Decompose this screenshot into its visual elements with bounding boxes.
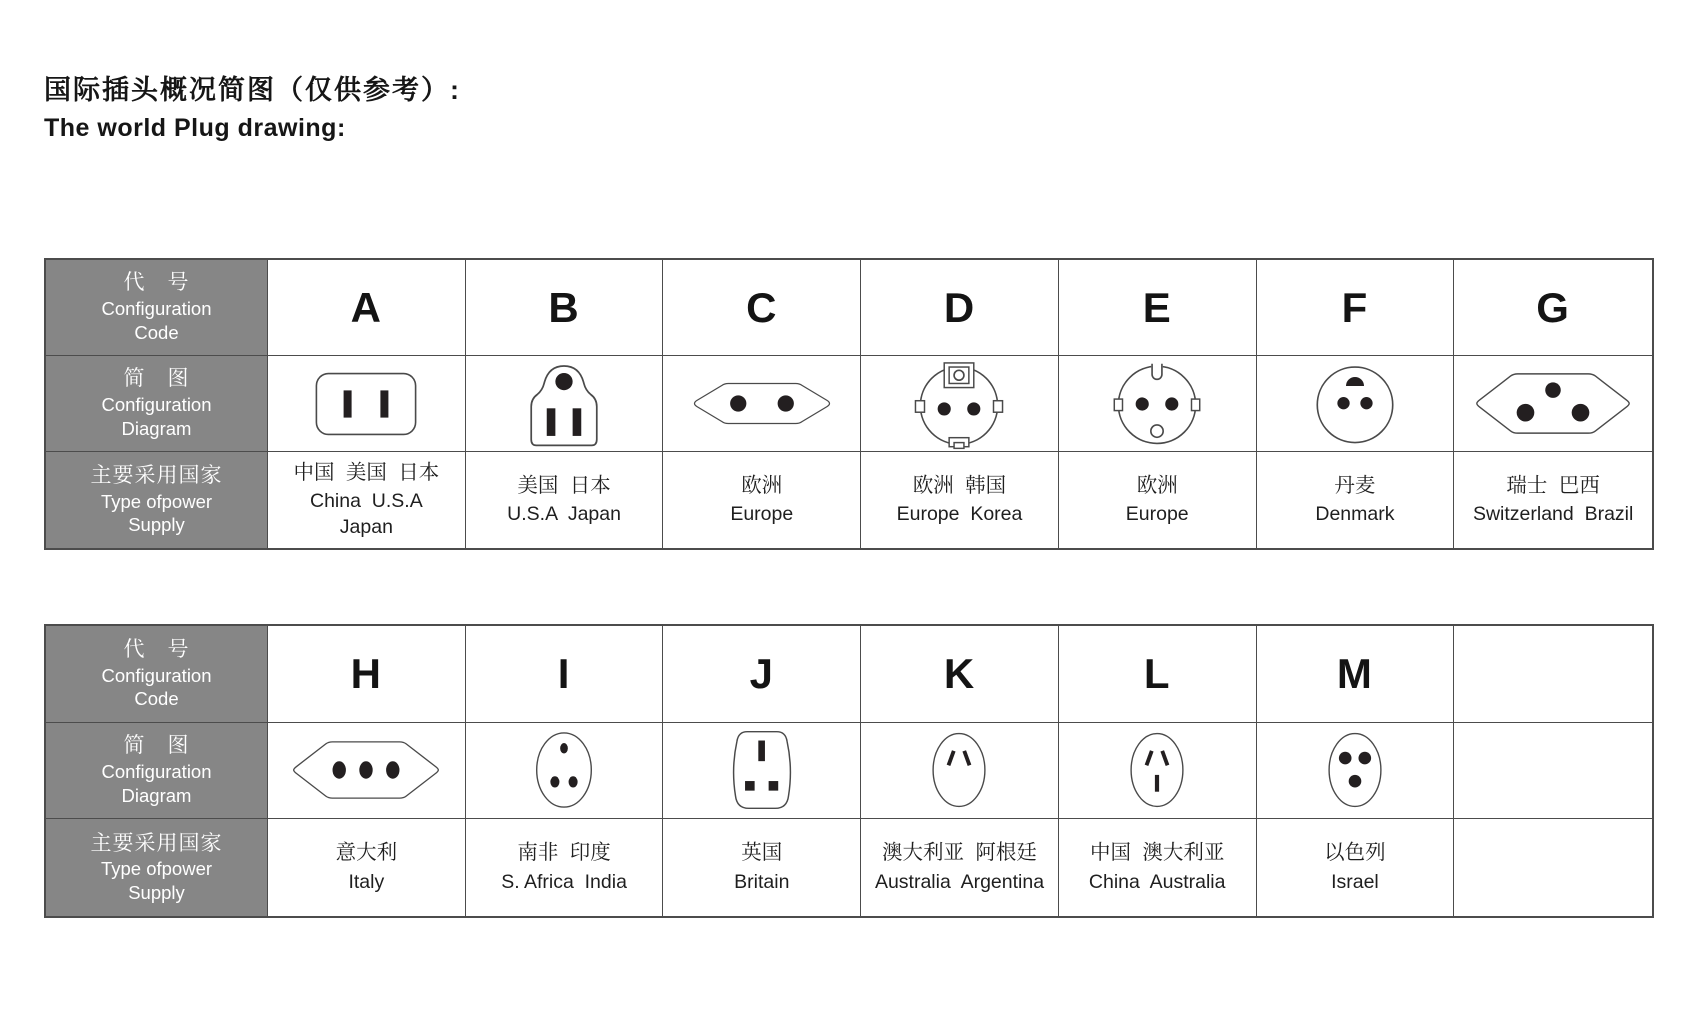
code-cell-f: F bbox=[1257, 260, 1455, 356]
diagram-cell-b bbox=[466, 356, 664, 452]
diagram-cell-h bbox=[268, 723, 466, 820]
plug-type-f-icon bbox=[1314, 363, 1396, 445]
country-cell-l: 中国 澳大利亚 China Australia bbox=[1059, 819, 1257, 916]
code-cell-h: H bbox=[268, 626, 466, 723]
plug-table-a-g bbox=[44, 258, 1654, 550]
diagram-cell-i bbox=[466, 723, 664, 820]
diagram-cell-m bbox=[1257, 723, 1455, 820]
diagram-cell-e bbox=[1059, 356, 1257, 452]
country-cell-g: 瑞士 巴西 Switzerland Brazil bbox=[1472, 473, 1634, 526]
plug-table-h-m bbox=[44, 624, 1654, 918]
country-cell-m: 以色列 Israel bbox=[1257, 819, 1455, 916]
plug-type-d-icon bbox=[913, 358, 1005, 450]
plug-type-l-icon bbox=[1122, 730, 1192, 810]
code-cell-m: M bbox=[1257, 626, 1455, 723]
country-cell-e: 欧洲 Europe bbox=[1059, 452, 1257, 548]
country-cell-h: 意大利 Italy bbox=[268, 819, 466, 916]
code-cell-a: A bbox=[268, 260, 466, 356]
title-english: The world Plug drawing: bbox=[44, 114, 346, 142]
code-cell-j: J bbox=[663, 626, 861, 723]
diagram-cell-f bbox=[1257, 356, 1455, 452]
plug-type-j-icon bbox=[728, 728, 796, 812]
row-header-configuration-code: 代 号 Configuration Code bbox=[46, 260, 268, 356]
row-header-configuration-code: 代 号 Configuration Code bbox=[46, 626, 268, 723]
row-header-configuration-diagram: 简 图 Configuration Diagram bbox=[46, 356, 268, 452]
plug-type-i-icon bbox=[529, 730, 599, 810]
code-cell-k: K bbox=[861, 626, 1059, 723]
row-header-power-supply: 主要采用国家 Type ofpower Supply bbox=[46, 452, 268, 548]
diagram-cell-c bbox=[663, 356, 861, 452]
diagram-cell-g bbox=[1454, 356, 1652, 452]
diagram-cell-d bbox=[861, 356, 1059, 452]
row-header-configuration-diagram: 简 图 Configuration Diagram bbox=[46, 723, 268, 820]
country-cell-j: 英国 Britain bbox=[663, 819, 861, 916]
diagram-cell-empty bbox=[1454, 723, 1652, 820]
plug-type-k-icon bbox=[924, 730, 994, 810]
plug-type-m-icon bbox=[1320, 730, 1390, 810]
code-cell-c: C bbox=[663, 260, 861, 356]
code-cell-l: L bbox=[1059, 626, 1257, 723]
country-cell-f: 丹麦 Denmark bbox=[1257, 452, 1455, 548]
code-cell-i: I bbox=[466, 626, 664, 723]
country-cell-k: 澳大利亚 阿根廷 Australia Argentina bbox=[861, 819, 1059, 916]
diagram-cell-a bbox=[268, 356, 466, 452]
code-cell-empty bbox=[1454, 626, 1652, 723]
title-chinese: 国际插头概况简图（仅供参考）: bbox=[44, 75, 461, 105]
code-cell-g: G bbox=[1454, 260, 1652, 356]
plug-type-b-icon bbox=[525, 360, 603, 448]
diagram-cell-l bbox=[1059, 723, 1257, 820]
plug-type-c-icon bbox=[692, 381, 832, 426]
country-cell-i: 南非 印度 S. Africa India bbox=[466, 819, 664, 916]
plug-type-h-icon bbox=[291, 739, 441, 801]
country-cell-d: 欧洲 韩国 Europe Korea bbox=[861, 452, 1059, 548]
row-header-power-supply: 主要采用国家 Type ofpower Supply bbox=[46, 819, 268, 916]
page-title bbox=[44, 68, 461, 143]
country-cell-b: 美国 日本 U.S.A Japan bbox=[466, 452, 664, 548]
diagram-cell-j bbox=[663, 723, 861, 820]
diagram-cell-k bbox=[861, 723, 1059, 820]
plug-type-g-icon bbox=[1474, 371, 1632, 436]
plug-type-a-icon bbox=[314, 371, 418, 437]
country-cell-a: 中国 美国 日本 China U.S.A Japan bbox=[268, 452, 466, 548]
code-cell-b: B bbox=[466, 260, 664, 356]
country-cell-empty bbox=[1454, 819, 1652, 916]
country-cell-c: 欧洲 Europe bbox=[663, 452, 861, 548]
code-cell-e: E bbox=[1059, 260, 1257, 356]
plug-type-e-icon bbox=[1111, 358, 1203, 450]
code-cell-d: D bbox=[861, 260, 1059, 356]
